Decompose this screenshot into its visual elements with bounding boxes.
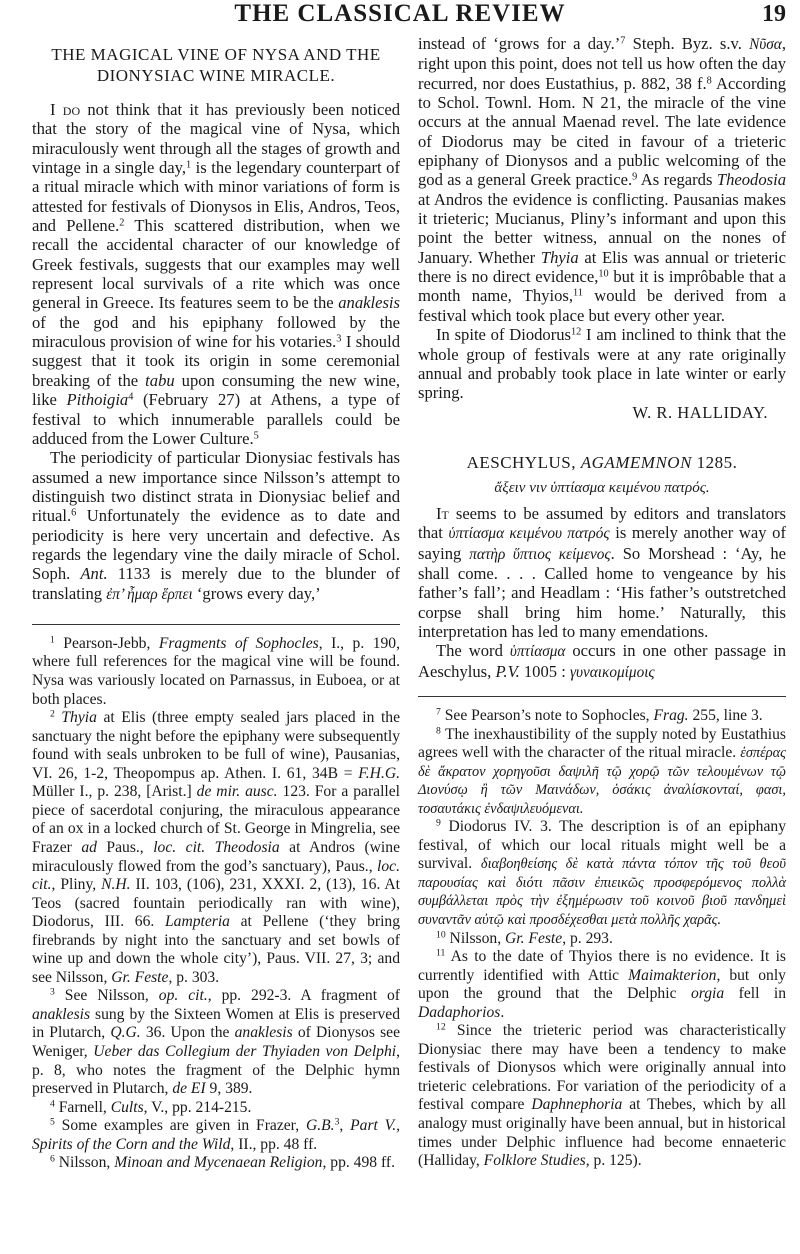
small-caps-run: I do [50,100,81,119]
footnote-marker: 11 [573,287,583,299]
text-run: at Pellene (‘they bring firebrands by night into the sanctuary and set bowls of wine up and down the whole city’), Paus. VII. 27, 3; and see Nilsson, [32,913,400,986]
text-run: Pearson-Jebb, [54,634,159,652]
italic-run: P.V. [495,661,520,681]
italic-run: Cults [110,1098,144,1116]
italic-run: ad [81,838,97,856]
footnote-marker: 8 [436,725,441,737]
footnote-marker: 7 [436,706,441,718]
text-run: Unfortunately the evidence as to date and periodicity is here very uncertain and defective. As regards the legendary vine the daily miracle of Schol. Soph. [32,506,400,584]
text-run: seems to be assumed by editors and translators that [418,503,786,543]
footnote-marker: 3 [50,987,55,999]
greek-run: Νῦσα [749,36,782,53]
text-run: Diodorus IV. 3. The description is of an epiphany festival, of which our local rituals might well be a survival. [418,818,786,873]
italic-run: Q.G. [110,1024,141,1042]
footnote-marker: 6 [71,507,77,519]
text-run: , II., pp. 48 ff. [230,1135,318,1153]
footnote [418,930,786,949]
footnote-marker: 5 [253,430,259,442]
greek-run: ὑπτίασμα [509,643,566,661]
article1-left-column [32,44,400,604]
italic-run: Lampteria [164,913,230,931]
italic-run: de mir. ausc. [196,783,278,801]
footnote [32,709,400,987]
text-run: at Andros (wine miraculously flowed from the god’s sanctuary), Paus., [32,838,400,875]
page-header [0,0,800,30]
text-run [205,839,215,856]
author-signature: W. R. HALLIDAY. [632,402,768,422]
left-column [32,34,400,1173]
italic-run: orgia [690,985,725,1003]
right-column [418,34,786,1173]
italic-run: Fragments of Sophocles [158,634,319,652]
footnote-marker: 10 [598,268,609,280]
article1-paragraph [418,34,786,325]
article1-paragraph [32,448,400,604]
greek-run: ἑσπέρας δὲ ἄκρατον χορηγοῦσι δαψιλῆ τῷ χορῷ τῶν τελουμένων τῷ Διονύσῳ ἢ τῶν Μαινάδων, ὁσάκις ἀναλίσκονταί, φασι, τοσαυτάκις ἐνδαψιλευόμεναι. [418,745,786,817]
italic-run: anaklesis [234,1024,293,1042]
italic-run: Minoan and Mycenaean Religion [114,1154,323,1172]
footnote [32,1117,400,1154]
text-run: at Elis (three empty sealed jars placed in the sanctuary the night before the epiphany were subsequently found with seals unbroken to be full of wine), Pausanias, VI. 26, 1-2, Theopompus ap. Athen. I. 61, 34B = [32,709,400,782]
article1-title: THE MAGICAL VINE OF NYSA AND THE DIONYSIAC WINE MIRACLE. [51,45,381,85]
text-run: , but only upon the ground that the Delphic [418,966,786,1003]
italic-run: Frag. [653,706,689,724]
article1-paragraph [418,325,786,402]
article2-title [418,452,786,473]
footnote [418,948,786,1022]
footnote-marker: 6 [50,1153,55,1165]
text-run: , right upon this point, does not tell us how often the day recurred, nor does Eustathius, p. 882, 38 f. [418,34,786,93]
text-run: 36. Upon the [140,1024,235,1042]
journal-title: THE CLASSICAL REVIEW [234,0,566,27]
text-run: This scattered distribution, when we recall the accidental character of our knowledge of Greek festivals, suggests that our examples may well represent local survivals of a rite which was once general in Greece. Its features seem to be the [32,216,400,313]
title-text: 1285. [691,452,738,472]
text-run: at Elis was annual or trieteric there is no direct evidence, [418,247,786,287]
text-run: of the god and his epiphany followed by the miraculous provision of wine for his votaries. [32,312,400,352]
italic-run: Thyia [61,709,97,727]
title-italic: AGAMEMNON [580,452,692,472]
text-run: but it is imprôbable that a month name, Thyios, [418,267,786,306]
text-run: Nilsson, [54,1154,115,1172]
text-run: , p. 293. [562,929,613,947]
text-run: . So Morshead : ‘Ay, he shall come. . . . Called home to vengeance by his father’s fall’; and Headlam : ‘His father’s outstretched corpse shall bring him home.’ Naturally, this interpretation has led to many emendations. [418,543,786,641]
footnote-marker: 11 [436,947,446,959]
footnote [32,1154,400,1173]
text-run: In spite of Diodorus [436,325,572,345]
article2 [418,452,786,682]
italic-run: Gr. Feste [111,968,169,986]
text-run: instead of ‘grows for a day.’ [418,34,621,53]
text-run: 9, 389. [205,1080,253,1098]
greek-run: γυναικομίμοις [569,663,655,681]
footnote-divider [418,696,786,697]
text-run: at Andros the evidence is conflicting. Pausanias makes it trieteric; Mucianus, Pliny’s informant and upon this point the better witness, annual on the nones of January. Whether [418,189,786,267]
text-run: The inexhaustibility of the supply noted by Eustathius agrees well with the character of the ritual miracle. [418,725,786,762]
footnote-marker: 5 [50,1116,55,1128]
greek-run: πατὴρ ὕπτιος κείμενος [469,545,611,563]
italic-run: Pithoigia [66,390,129,410]
title-text: AESCHYLUS, [466,452,581,472]
italic-run: op. cit. [158,987,208,1005]
text-run: Farnell, [54,1098,111,1116]
text-run: 1005 : [519,661,570,681]
text-run: Some examples are given in Frazer, [54,1117,306,1135]
page-columns [0,30,800,1183]
text-run: Müller I., p. 238, [Arist.] [32,783,197,801]
text-run: , p. 303. [168,968,220,986]
italic-run: G.B. [305,1117,335,1135]
text-run: , pp. 292-3. A fragment of [207,987,400,1005]
text-run: The word [436,641,510,661]
italic-run: Folklore Studies [483,1152,586,1170]
text-run: , V., pp. 214-215. [143,1098,252,1116]
footnote-marker: 9 [632,171,638,183]
footnote [418,1022,786,1170]
greek-run: ἐπ’ ἦμαρ ἕρπει [106,585,193,603]
text-run: , p. 125). [585,1152,642,1170]
text-run: , I., p. 190, where full references for the magical vine will be found. Nysa was variously located on Parnassus, in Euboea, or at both places. [32,634,400,708]
footnote-marker: 1 [50,634,55,646]
epigraph: ἄξειν νιν ὑπτίασμα κειμένου πατρός. [494,479,710,496]
text-run: 1133 is merely due to the blunder of translating [32,564,400,603]
article2-paragraph [418,504,786,641]
text-run: occurs in one other passage in Aeschylus, [418,641,787,681]
footnote-marker: 10 [436,929,446,941]
italic-run: Ueber das Collegium der Thyiaden von Delphi [93,1042,397,1060]
text-run: II. 103, (106), 231, XXXI. 2, (13), 16. At Teos (sacred fountain periodically ran with wine), Diodorus, III. 66. [32,876,401,931]
article1-right-column [418,34,786,422]
italic-run: Dadaphorios [418,1003,501,1021]
italic-run: tabu [145,370,175,390]
text-run: , p. 8, who notes the fragment of the Delphic hymn preserved in Plutarch, [32,1042,400,1098]
footnotes-left [32,635,400,1173]
footnote [418,707,786,726]
footnote-marker: 4 [50,1098,55,1110]
footnote-marker: 12 [571,326,582,338]
italic-run: Maimakterion [628,966,717,984]
text-run: 123. For a parallel piece of sacerdotal conjuring, the miraculous appearance of an ox in a locked church of St. George in Mingrelia, see Frazer [32,783,400,856]
italic-run: loc. cit. [32,857,400,894]
text-run: As regards [637,170,717,190]
italic-run: Part V., Spirits of the Corn and the Wild [32,1117,400,1153]
text-run: 255, line 3. [688,706,763,724]
italic-run: de EI [172,1080,206,1098]
text-run: at Thebes, which by all analogy must originally have been annual, but in historical times under Delphic influence had become ennaeteric (Halliday, [418,1096,787,1170]
text-run: is merely another way of saying [418,523,787,563]
footnote-marker: 3 [336,333,342,345]
footnote [418,818,786,929]
italic-run: anaklesis [32,1005,91,1023]
footnote-marker: 2 [50,708,55,720]
footnote [418,726,786,819]
footnotes-right [418,707,786,1171]
italic-run: Daphnephoria [531,1096,623,1114]
article1-paragraph [32,100,400,448]
text-run: Nilsson, [445,929,506,947]
text-run: See Nilsson, [54,987,159,1005]
text-run: , pp. 498 ff. [322,1154,395,1172]
text-run: See Pearson’s note to Sophocles, [440,706,654,724]
footnote [32,1099,400,1118]
text-run: of Dionysos see Weniger, [32,1024,401,1060]
small-caps-run: It [436,503,449,523]
footnote-marker: 3 [334,1116,340,1128]
text-run: ‘grows every day,’ [192,583,321,603]
italic-run: Ant. [80,564,108,584]
text-run: (February 27) at Athens, a type of festival to which innumerable parallels could be adduced from the Lower Culture. [32,390,400,448]
text-run: upon consuming the new wine, like [32,370,400,410]
footnote-marker: 8 [706,75,712,87]
text-run: Since the trieteric period was characteristically Dionysiac there may have been a tendency to make festivals of Dionysos which were originally annual into trieteric celebrations. For variation of the periodicity of a festival compare [418,1022,786,1114]
italic-run: Theodosia [716,170,786,190]
text-run: According to Schol. Townl. Hom. N 21, the miracle of the vine occurs at the annual Maenad revel. The late evidence of Diodorus may be cited in favour of a trieteric epiphany of Dionysos and a public welcoming of the god as a general Greek practice. [418,73,786,190]
text-run: Paus., [96,838,154,856]
footnote [32,987,400,1098]
text-run: . [500,1003,505,1021]
text-run: fell in [724,985,786,1003]
italic-run: F.H.G. [358,764,400,782]
page-number: 19 [762,1,786,27]
footnote-divider [32,624,400,625]
footnote-marker: 2 [119,217,125,229]
text-run: I should suggest that it took its origin in some ceremonial breaking of the [32,332,400,390]
italic-run: anaklesis [338,293,400,313]
text-run: sung by the Sixteen Women at Elis is preserved in Plutarch, [32,1005,400,1042]
text-run: not think that it has previously been noticed that the story of the magical vine of Nysa, which miraculously went through all the stages of growth and vintage in a single day, [32,100,400,178]
footnote-marker: 9 [436,817,441,829]
footnote-marker: 1 [185,159,192,171]
text-run: As to the date of Thyios there is no evidence. It is currently identified with Attic [418,948,786,984]
text-run: Steph. Byz. s.v. [625,34,750,53]
footnote-marker: 4 [128,391,134,403]
italic-run: Gr. Feste [505,929,563,947]
text-run: , Pliny, [51,876,102,894]
text-run: is the legendary counterpart of a ritual miracle which with minor variations of form is attested for festivals of Dionysos in Elis, Andros, Teos, and Pellene. [32,158,401,236]
greek-run: ὑπτίασμα κειμένου πατρός [448,525,610,543]
text-run: , [339,1117,351,1135]
text-run: I am inclined to think that the whole group of festivals were at any rate originally annual and probably took place in late winter or early spring. [418,325,786,403]
italic-run: loc. cit. [153,838,206,856]
article2-paragraph [418,641,786,682]
footnote-marker: 12 [436,1021,446,1033]
footnote [32,635,400,709]
italic-run: N.H. [101,876,131,894]
text-run: The periodicity of particular Dionysiac festivals has assumed a new importance since Nilsson’s attempt to distinguish two distinct strata in Dionysiac belief and ritual. [32,448,400,526]
italic-run: Theodosia [214,838,280,856]
italic-run: Thyia [540,247,579,267]
text-run: would be derived from a festival which took place but every other year. [418,286,786,325]
greek-run: διαβοηθείσης δὲ κατὰ πάντα τόπον τῆς τοῦ θεοῦ παρουσίας καὶ διότι πᾶσιν ἐπιεικῶς προσφερόμενος πολλὰ συμβάλλεται πρὸς τὴν ἐξημέρωσιν τοῦ κοινοῦ βιοῦ πανδημεὶ συναντᾶν αὐτῷ καὶ προσδέχεσθαι μετὰ πολλῆς χαρᾶς. [418,856,786,928]
footnote-marker: 7 [620,35,626,47]
